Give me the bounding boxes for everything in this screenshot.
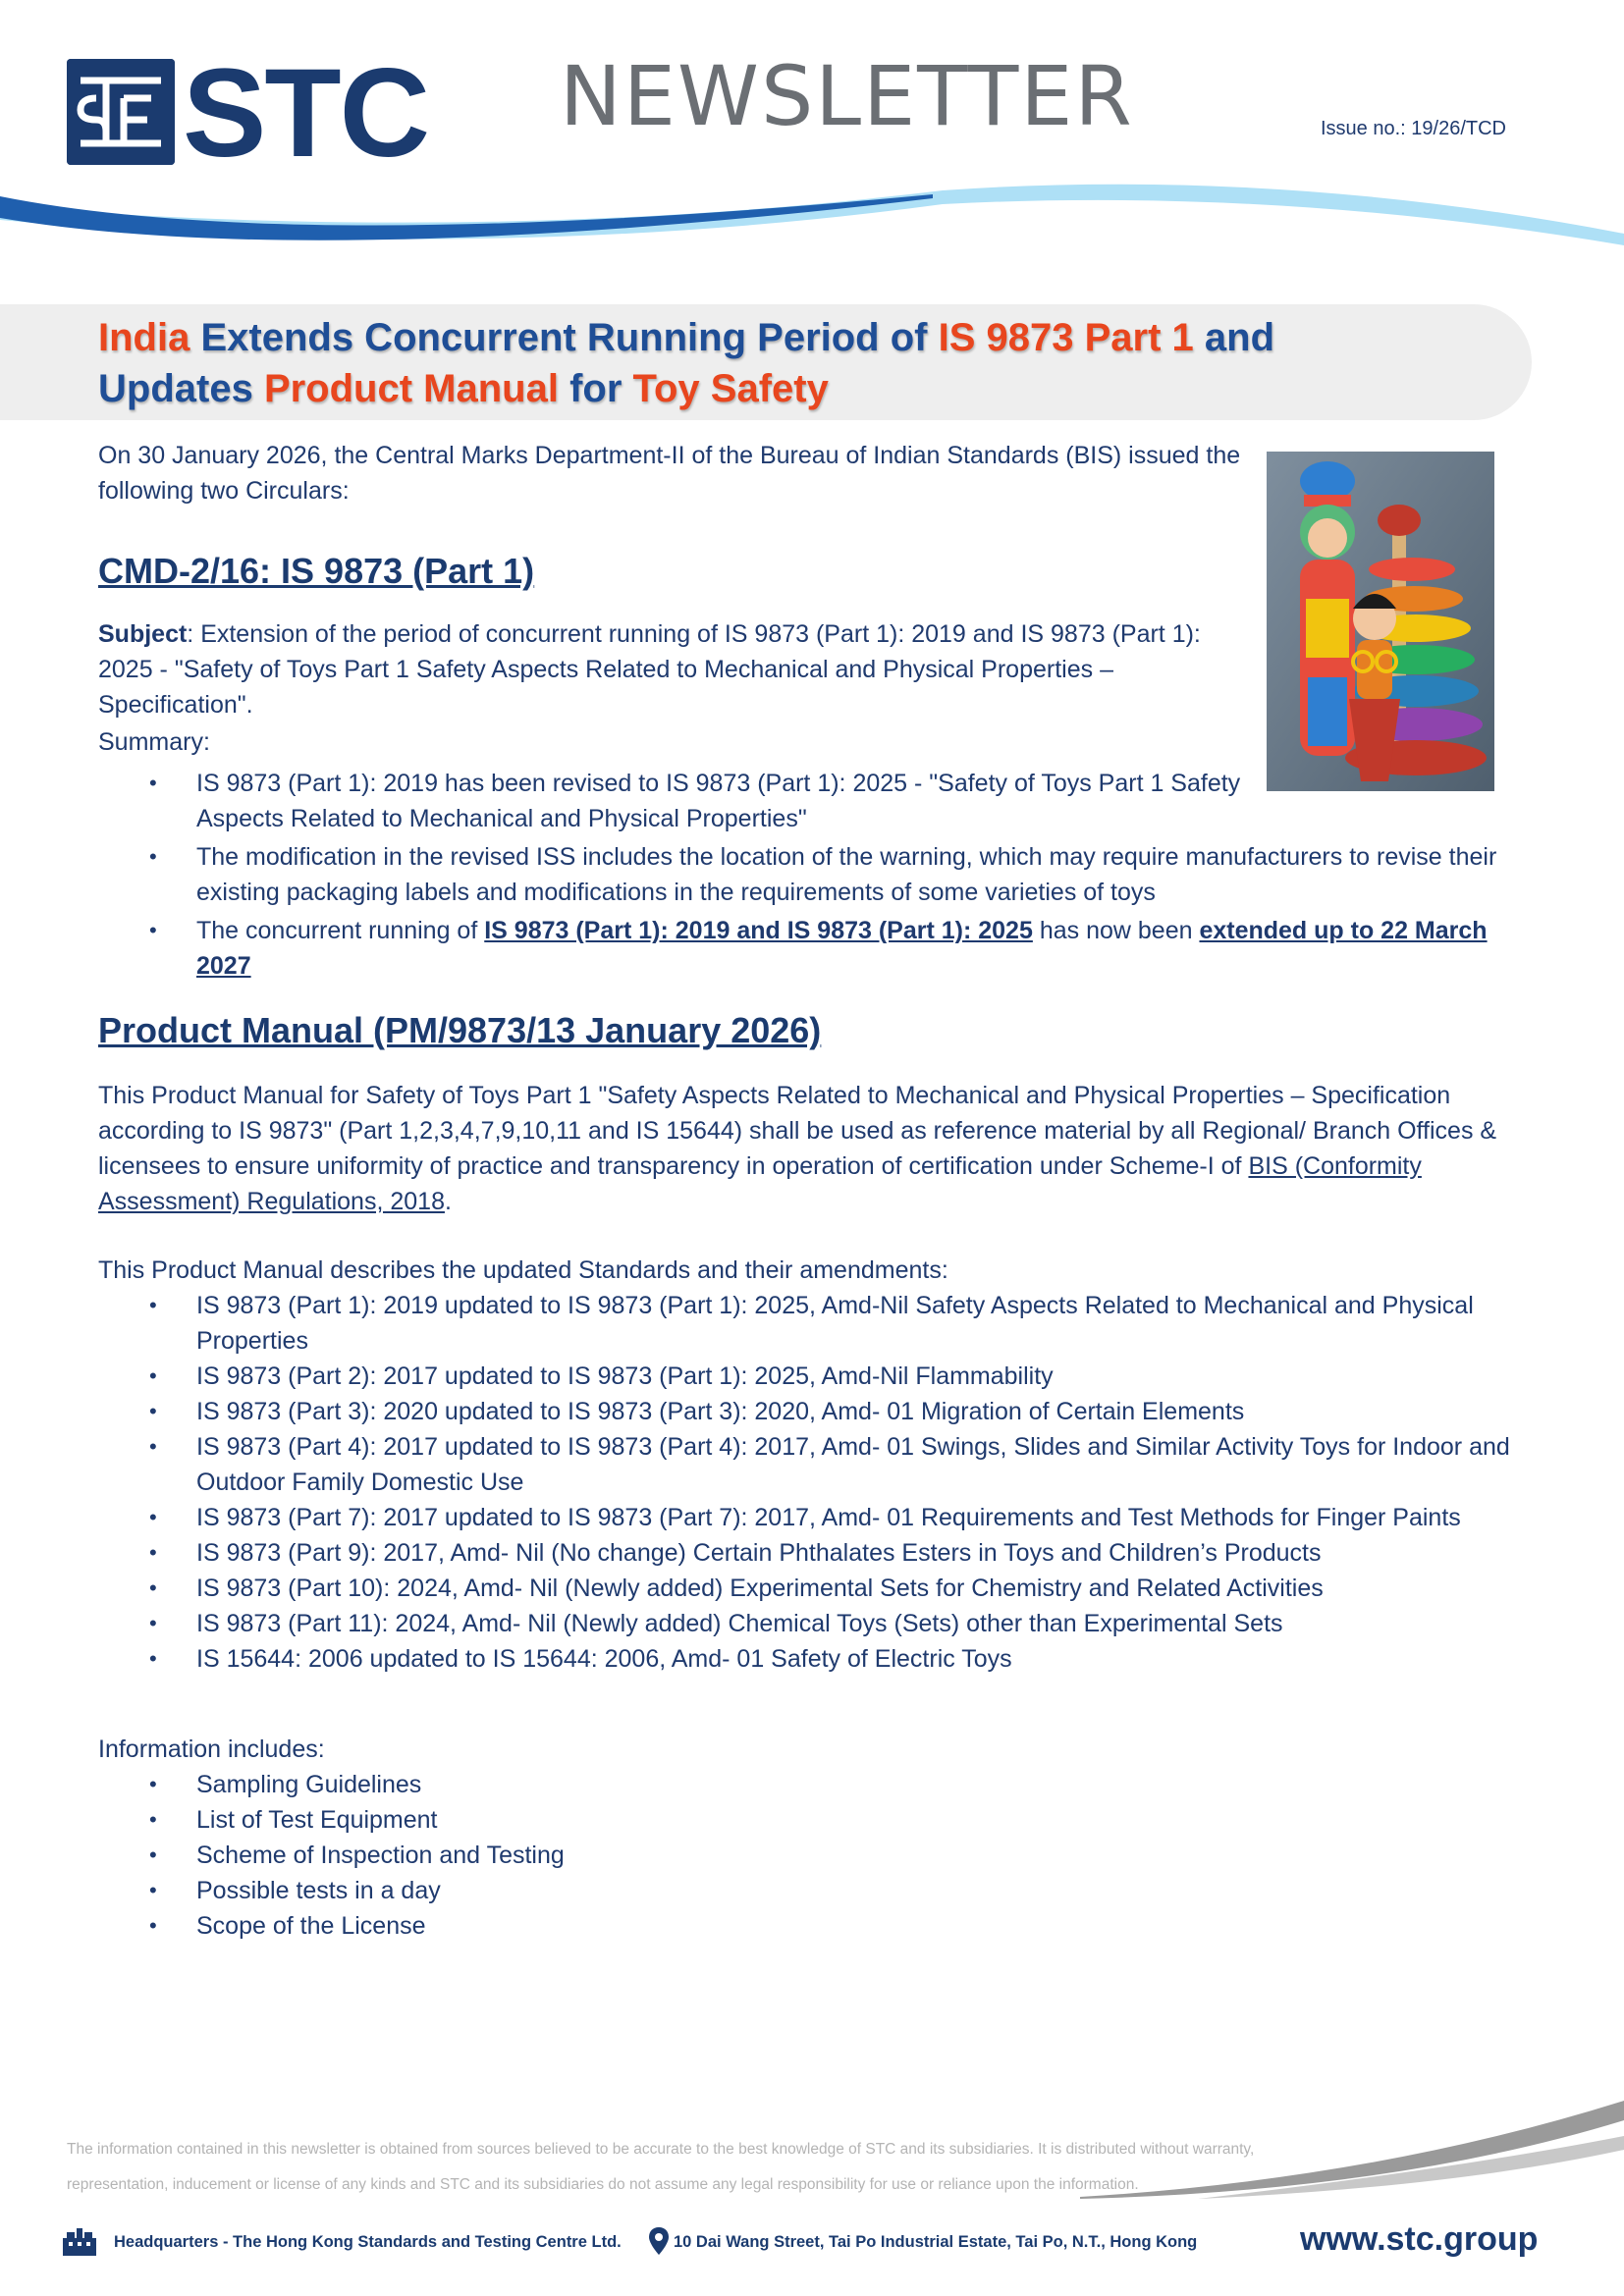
list-item: • IS 9873 (Part 9): 2017, Amd- Nil (No change) Certain Phthalates Esters in Toys and Children’s Products [98,1535,1532,1571]
list-item: • IS 15644: 2006 updated to IS 15644: 2006, Amd- 01 Safety of Electric Toys [98,1641,1532,1677]
list-item [98,913,1522,984]
header-swoosh-decoration [0,177,1624,265]
article-title [98,312,1473,414]
standards-block [98,1253,1532,1677]
toy-dolls-photo [1267,452,1494,791]
pm-paragraph-block [98,1078,1522,1219]
subject-label: Subject [98,620,188,648]
footer-bar [61,2220,1573,2266]
title-part: IS 9873 Part 1 [938,316,1194,359]
info-block [98,1732,1522,1944]
pm-text-end: . [444,1188,452,1215]
newsletter-title: NEWSLETTER [560,48,1134,144]
list-item: • IS 9873 (Part 1): 2019 updated to IS 9873 (Part 1): 2025, Amd-Nil Safety Aspects Related to Mechanical and Physical Properties [98,1288,1532,1359]
list-item: • IS 9873 (Part 3): 2020 updated to IS 9873 (Part 3): 2020, Amd- 01 Migration of Certain Elements [98,1394,1532,1429]
title-part: and [1193,316,1275,359]
list-item: • IS 9873 (Part 4): 2017 updated to IS 9873 (Part 4): 2017, Amd- 01 Swings, Slides and Similar Activity Toys for Indoor and Outdoor Family Domestic Use [98,1429,1532,1500]
summary-label: Summary: [98,728,210,756]
title-part: India [98,316,190,359]
title-part: Extends Concurrent Running Period of [189,316,939,359]
info-list [98,1767,1522,1944]
list-item: • Scheme of Inspection and Testing [98,1838,1522,1873]
website-link[interactable]: www.stc.group [1300,2220,1539,2258]
section-pm-heading-block [98,1009,1522,1052]
pm-text: This Product Manual for Safety of Toys Part 1 "Safety Aspects Related to Mechanical and Physical Properties – Specification according to IS 9873" (Part 1,2,3,4,7,9,10,11 and IS 15644) shall be used as reference material by all Regional/ Branch Offices & licensees to ensure uniformity of practice and transparency in operation of certification under Scheme-I of [98,1082,1497,1180]
list-item: • List of Test Equipment [98,1802,1522,1838]
intro-paragraph: On 30 January 2026, the Central Marks Department-II of the Bureau of Indian Standards (BIS) issued the following two Circulars: [98,442,1241,505]
title-part: Product Manual [263,367,559,410]
headquarters-text: Headquarters - The Hong Kong Standards and Testing Centre Ltd. [114,2233,622,2251]
title-part: for [558,367,633,410]
pm-paragraph [98,1078,1522,1219]
summary-list-block [98,766,1522,984]
bullet-emphasis: IS 9873 (Part 1): 2019 and IS 9873 (Part 1): 2025 [484,917,1033,944]
summary-list [98,766,1522,984]
bullet-text: The modification in the revised ISS includes the location of the warning, which may require manufacturers to revise their existing packaging labels and modifications in the requirements of some varieties of toys [196,843,1497,906]
title-part: Toy Safety [632,367,829,410]
subject-text: : Extension of the period of concurrent running of IS 9873 (Part 1): 2019 and IS 9873 (Part 1): 2025 - "Safety of Toys Part 1 Safety Aspects Related to Mechanical and Physical Properties – Specification". [98,620,1201,719]
list-item: • IS 9873 (Part 2): 2017 updated to IS 9873 (Part 1): 2025, Amd-Nil Flammability [98,1359,1532,1394]
location-pin-icon [648,2226,670,2256]
list-item: • Scope of the License [98,1908,1522,1944]
list-item: • IS 9873 (Part 10): 2024, Amd- Nil (Newly added) Experimental Sets for Chemistry and Related Activities [98,1571,1532,1606]
bullet-text: The concurrent running of [196,917,485,944]
bullet-text: IS 9873 (Part 1): 2019 has been revised to IS 9873 (Part 1): 2025 - "Safety of Toys Part 1 Safety Aspects Related to Mechanical and Physical Properties" [196,770,1241,832]
intro-block [98,438,1247,508]
list-item: • Possible tests in a day [98,1873,1522,1908]
list-item: • IS 9873 (Part 11): 2024, Amd- Nil (Newly added) Chemical Toys (Sets) other than Experimental Sets [98,1606,1532,1641]
bullet-emphasis: extended up to 22 March 2027 [196,917,1488,980]
stc-logo-mark-icon [67,59,175,165]
info-label: Information includes: [98,1735,325,1763]
list-item [98,839,1522,910]
building-icon [61,2228,98,2258]
subject-block [98,616,1237,760]
stc-logo-text: STC [183,43,428,184]
regulations-link[interactable]: BIS (Conformity Assessment) Regulations, 2018 [98,1152,1422,1215]
standards-intro: This Product Manual describes the updated Standards and their amendments: [98,1256,948,1284]
title-part: Updates [98,367,264,410]
list-item: • Sampling Guidelines [98,1767,1522,1802]
standards-list [98,1288,1532,1677]
stc-logo [67,43,460,184]
address-text: 10 Dai Wang Street, Tai Po Industrial Estate, Tai Po, N.T., Hong Kong [674,2233,1198,2251]
issue-number: Issue no.: 19/26/TCD [1321,118,1506,139]
section-cmd-heading-block [98,550,1247,593]
bullet-text: has now been [1032,917,1200,944]
disclaimer-text: The information contained in this newsletter is obtained from sources believed to be accurate to the best knowledge of STC and its subsidiaries. It is distributed without warranty, representation, inducement or license of any kinds and STC and its subsidiaries do not assume any legal responsibility for use or reliance upon the information. [67,2141,1255,2193]
list-item [98,766,1522,836]
section-heading-product-manual: Product Manual (PM/9873/13 January 2026) [98,1010,822,1050]
section-heading-cmd: CMD-2/16: IS 9873 (Part 1) [98,551,535,591]
list-item: • IS 9873 (Part 7): 2017 updated to IS 9873 (Part 7): 2017, Amd- 01 Requirements and Test Methods for Finger Paints [98,1500,1532,1535]
subject-paragraph [98,616,1237,722]
